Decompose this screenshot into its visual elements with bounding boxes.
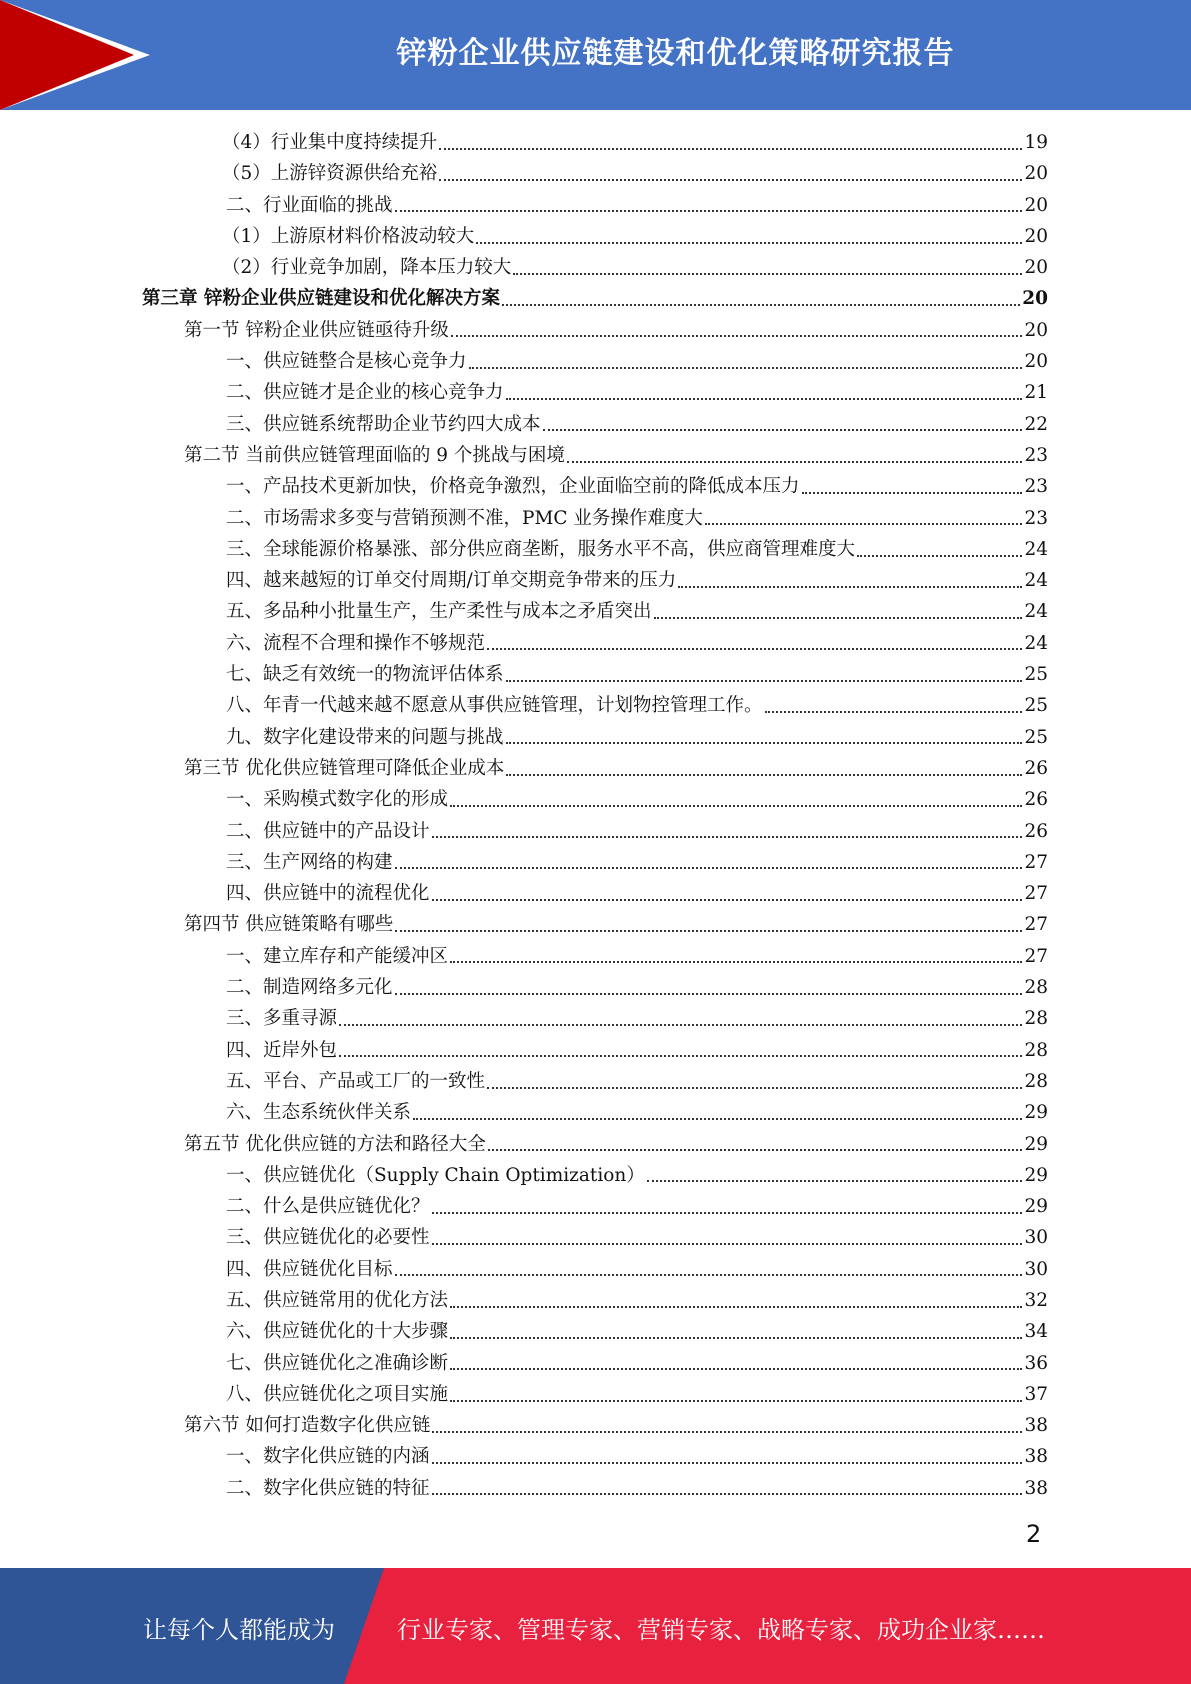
toc-entry[interactable] xyxy=(142,1285,1048,1316)
toc-entry-page: 27 xyxy=(1024,945,1048,967)
toc-entry-page: 27 xyxy=(1024,851,1048,873)
toc-dot-leader xyxy=(432,1243,1023,1245)
toc-dot-leader xyxy=(513,273,1022,275)
toc-entry[interactable] xyxy=(142,1441,1048,1472)
toc-entry-page: 20 xyxy=(1024,194,1048,216)
toc-entry[interactable] xyxy=(142,1348,1048,1379)
toc-entry-page: 27 xyxy=(1024,914,1048,936)
toc-dot-leader xyxy=(395,930,1022,932)
toc-dot-leader xyxy=(567,461,1023,463)
toc-entry[interactable] xyxy=(142,596,1048,627)
toc-entry[interactable] xyxy=(142,1254,1048,1285)
toc-entry-title: 五、平台、产品或工厂的一致性 xyxy=(226,1070,486,1092)
toc-entry[interactable] xyxy=(142,690,1048,721)
toc-entry[interactable] xyxy=(142,628,1048,659)
toc-entry-page: 24 xyxy=(1024,538,1048,560)
toc-dot-leader xyxy=(432,1431,1022,1433)
toc-entry[interactable] xyxy=(142,315,1048,346)
toc-dot-leader xyxy=(450,1368,1022,1370)
toc-entry[interactable] xyxy=(142,878,1048,909)
toc-entry-page: 24 xyxy=(1024,570,1048,592)
toc-entry-title: 五、多品种小批量生产，生产柔性与成本之矛盾突出 xyxy=(226,601,652,623)
toc-entry-page: 20 xyxy=(1024,351,1048,373)
toc-entry-page: 37 xyxy=(1024,1383,1048,1405)
toc-entry-title: 三、多重寻源 xyxy=(226,1008,338,1030)
toc-entry-page: 20 xyxy=(1024,225,1048,247)
footer-slogan-left: 让每个人都能成为 xyxy=(143,1616,335,1644)
toc-entry-title: 二、供应链中的产品设计 xyxy=(226,820,430,842)
toc-entry-page: 28 xyxy=(1024,1070,1048,1092)
toc-entry[interactable] xyxy=(142,1473,1048,1504)
toc-entry-page: 38 xyxy=(1024,1415,1048,1437)
toc-dot-leader xyxy=(502,304,1020,306)
toc-entry[interactable] xyxy=(142,722,1048,753)
toc-entry[interactable] xyxy=(142,503,1048,534)
toc-dot-leader xyxy=(339,1024,1022,1026)
header-arrow-icon xyxy=(0,0,134,110)
toc-entry[interactable] xyxy=(142,158,1048,189)
toc-entry-title: 二、数字化供应链的特征 xyxy=(226,1477,430,1499)
toc-entry-page: 38 xyxy=(1024,1477,1048,1499)
toc-entry-title: 二、制造网络多元化 xyxy=(226,977,393,999)
toc-entry-title: 四、供应链优化目标 xyxy=(226,1258,393,1280)
toc-entry-title: 八、供应链优化之项目实施 xyxy=(226,1383,449,1405)
footer-blue-slant xyxy=(344,1568,384,1684)
toc-dot-leader xyxy=(647,1180,1023,1182)
toc-entry-page: 26 xyxy=(1024,789,1048,811)
toc-entry-title: 一、采购模式数字化的形成 xyxy=(226,789,449,811)
toc-entry-page: 23 xyxy=(1024,476,1048,498)
toc-entry-title: 四、供应链中的流程优化 xyxy=(226,883,430,905)
toc-entry-title: 二、市场需求多变与营销预测不准，PMC 业务操作难度大 xyxy=(226,507,703,529)
toc-entry-title: 二、行业面临的挑战 xyxy=(226,194,393,216)
toc-entry[interactable] xyxy=(142,753,1048,784)
toc-entry-page: 29 xyxy=(1024,1133,1048,1155)
toc-dot-leader xyxy=(451,335,1023,337)
toc-entry-title: 七、供应链优化之准确诊断 xyxy=(226,1352,449,1374)
toc-dot-leader xyxy=(432,1212,1023,1214)
toc-entry-title: 四、越来越短的订单交付周期/订单交期竞争带来的压力 xyxy=(226,570,677,592)
toc-entry-page: 25 xyxy=(1024,695,1048,717)
toc-entry-title: 三、供应链优化的必要性 xyxy=(226,1227,430,1249)
toc-entry-title: 四、近岸外包 xyxy=(226,1039,338,1061)
toc-entry[interactable] xyxy=(142,565,1048,596)
toc-dot-leader xyxy=(506,398,1023,400)
toc-entry[interactable] xyxy=(142,534,1048,565)
toc-entry[interactable] xyxy=(142,1191,1048,1222)
toc-entry[interactable] xyxy=(142,221,1048,252)
toc-entry[interactable] xyxy=(142,909,1048,940)
toc-dot-leader xyxy=(506,680,1023,682)
toc-entry-page: 20 xyxy=(1024,257,1048,279)
toc-entry-page: 27 xyxy=(1024,883,1048,905)
toc-entry-page: 30 xyxy=(1024,1227,1048,1249)
toc-entry-page: 25 xyxy=(1024,664,1048,686)
toc-entry-page: 34 xyxy=(1024,1321,1048,1343)
toc-entry[interactable] xyxy=(142,1066,1048,1097)
toc-entry[interactable] xyxy=(142,1035,1048,1066)
toc-entry-title: （1）上游原材料价格波动较大 xyxy=(222,225,475,247)
toc-entry[interactable] xyxy=(142,190,1048,221)
toc-entry-page: 26 xyxy=(1024,820,1048,842)
toc-entry[interactable] xyxy=(142,377,1048,408)
toc-entry-page: 22 xyxy=(1024,413,1048,435)
toc-dot-leader xyxy=(506,774,1022,776)
toc-entry[interactable] xyxy=(142,1379,1048,1410)
toc-entry[interactable] xyxy=(142,471,1048,502)
toc-entry-title: 一、产品技术更新加快，价格竞争激烈，企业面临空前的降低成本压力 xyxy=(226,476,800,498)
toc-entry-title: 第六节 如何打造数字化供应链 xyxy=(184,1415,431,1437)
toc-entry-title: 第五节 优化供应链的方法和路径大全 xyxy=(184,1133,486,1155)
toc-entry-title: 第三节 优化供应链管理可降低企业成本 xyxy=(184,757,505,779)
toc-dot-leader xyxy=(413,1118,1022,1120)
toc-entry-page: 21 xyxy=(1024,382,1048,404)
toc-entry-title: 三、供应链系统帮助企业节约四大成本 xyxy=(226,413,541,435)
toc-dot-leader xyxy=(432,899,1023,901)
toc-entry-title: （4）行业集中度持续提升 xyxy=(222,132,438,153)
toc-entry-page: 32 xyxy=(1024,1289,1048,1311)
toc-entry[interactable] xyxy=(142,1097,1048,1128)
toc-entry[interactable] xyxy=(142,1410,1048,1441)
toc-entry[interactable] xyxy=(142,1160,1048,1191)
toc-entry-title: 第一节 锌粉企业供应链亟待升级 xyxy=(184,319,449,341)
toc-dot-leader xyxy=(432,1493,1023,1495)
toc-dot-leader xyxy=(487,1087,1022,1089)
toc-entry-title: （5）上游锌资源供给充裕 xyxy=(222,163,438,185)
toc-dot-leader xyxy=(857,555,1022,557)
toc-dot-leader xyxy=(450,1400,1022,1402)
toc-entry-title: 一、供应链整合是核心竞争力 xyxy=(226,351,467,373)
toc-dot-leader xyxy=(395,210,1023,212)
toc-entry[interactable] xyxy=(142,659,1048,690)
toc-entry-title: 二、供应链才是企业的核心竞争力 xyxy=(226,382,504,404)
toc-dot-leader xyxy=(543,429,1023,431)
report-title: 锌粉企业供应链建设和优化策略研究报告 xyxy=(396,36,955,71)
toc-entry[interactable] xyxy=(142,409,1048,440)
toc-dot-leader xyxy=(450,1337,1022,1339)
toc-entry[interactable] xyxy=(142,972,1048,1003)
toc-entry[interactable] xyxy=(142,1222,1048,1253)
toc-entry[interactable] xyxy=(142,784,1048,815)
toc-dot-leader xyxy=(432,1462,1023,1464)
toc-dot-leader xyxy=(395,993,1023,995)
toc-entry-title: 八、年青一代越来越不愿意从事供应链管理，计划物控管理工作。 xyxy=(226,695,763,717)
toc-entry-title: （2）行业竞争加剧，降本压力较大 xyxy=(222,257,512,279)
toc-entry[interactable] xyxy=(142,283,1048,314)
toc-entry-page: 30 xyxy=(1024,1258,1048,1280)
toc-dot-leader xyxy=(487,648,1022,650)
toc-entry-page: 24 xyxy=(1024,601,1048,623)
toc-entry-page: 26 xyxy=(1024,757,1048,779)
toc-entry[interactable] xyxy=(142,1003,1048,1034)
toc-entry[interactable] xyxy=(142,127,1048,158)
toc-dot-leader xyxy=(678,586,1022,588)
toc-entry-title: 第四节 供应链策略有哪些 xyxy=(184,914,394,936)
toc-entry[interactable] xyxy=(142,252,1048,283)
toc-entry[interactable] xyxy=(142,847,1048,878)
toc-entry-page: 38 xyxy=(1024,1446,1048,1468)
toc-dot-leader xyxy=(765,711,1023,713)
toc-dot-leader xyxy=(339,1055,1022,1057)
toc-entry-title: 六、供应链优化的十大步骤 xyxy=(226,1321,449,1343)
page-footer xyxy=(0,1568,1191,1684)
toc-entry[interactable] xyxy=(142,440,1048,471)
toc-dot-leader xyxy=(488,1149,1023,1151)
toc-entry-title: 六、生态系统伙伴关系 xyxy=(226,1102,412,1124)
footer-slogan-right: 行业专家、管理专家、营销专家、战略专家、成功企业家…… xyxy=(397,1616,1045,1644)
toc-dot-leader xyxy=(476,242,1022,244)
toc-entry-title: 三、全球能源价格暴涨、部分供应商垄断，服务水平不高，供应商管理难度大 xyxy=(226,538,856,560)
toc-entry[interactable] xyxy=(142,346,1048,377)
toc-entry[interactable] xyxy=(142,1316,1048,1347)
toc-dot-leader xyxy=(450,805,1022,807)
toc-entry-title: 九、数字化建设带来的问题与挑战 xyxy=(226,726,504,748)
toc-entry-page: 29 xyxy=(1024,1102,1048,1124)
toc-entry-title: 六、流程不合理和操作不够规范 xyxy=(226,632,486,654)
toc-entry-page: 29 xyxy=(1024,1164,1048,1186)
toc-entry-title: 第三章 锌粉企业供应链建设和优化解决方案 xyxy=(142,288,500,310)
toc-entry-title: 二、什么是供应链优化？ xyxy=(226,1196,430,1218)
toc-entry-page: 36 xyxy=(1024,1352,1048,1374)
table-of-contents xyxy=(142,127,1048,1504)
toc-dot-leader xyxy=(439,179,1022,181)
toc-entry-title: 一、供应链优化（Supply Chain Optimization） xyxy=(226,1164,645,1186)
toc-entry-page: 19 xyxy=(1024,132,1048,153)
toc-entry[interactable] xyxy=(142,816,1048,847)
toc-dot-leader xyxy=(395,867,1023,869)
toc-dot-leader xyxy=(450,1306,1022,1308)
toc-entry-title: 七、缺乏有效统一的物流评估体系 xyxy=(226,664,504,686)
toc-entry-page: 20 xyxy=(1024,163,1048,185)
toc-entry-page: 24 xyxy=(1024,632,1048,654)
toc-dot-leader xyxy=(705,523,1023,525)
toc-dot-leader xyxy=(439,148,1022,150)
toc-entry-page: 23 xyxy=(1024,507,1048,529)
toc-dot-leader xyxy=(802,492,1023,494)
toc-entry[interactable] xyxy=(142,1129,1048,1160)
toc-dot-leader xyxy=(469,367,1023,369)
toc-entry-title: 五、供应链常用的优化方法 xyxy=(226,1289,449,1311)
toc-entry-page: 28 xyxy=(1024,1039,1048,1061)
toc-entry-page: 20 xyxy=(1022,288,1048,310)
toc-entry-page: 25 xyxy=(1024,726,1048,748)
toc-entry-page: 28 xyxy=(1024,1008,1048,1030)
toc-entry-page: 23 xyxy=(1024,444,1048,466)
toc-entry-title: 三、生产网络的构建 xyxy=(226,851,393,873)
page-header xyxy=(0,0,1191,110)
toc-entry-title: 第二节 当前供应链管理面临的 9 个挑战与困境 xyxy=(184,444,565,466)
toc-entry-title: 一、建立库存和产能缓冲区 xyxy=(226,945,449,967)
toc-entry-page: 28 xyxy=(1024,977,1048,999)
toc-dot-leader xyxy=(450,961,1022,963)
toc-entry-title: 一、数字化供应链的内涵 xyxy=(226,1446,430,1468)
toc-dot-leader xyxy=(395,1274,1023,1276)
toc-dot-leader xyxy=(432,836,1023,838)
page-number: 2 xyxy=(1026,1520,1042,1548)
toc-dot-leader xyxy=(654,617,1023,619)
toc-dot-leader xyxy=(506,742,1023,744)
toc-entry[interactable] xyxy=(142,941,1048,972)
toc-entry-page: 20 xyxy=(1024,319,1048,341)
toc-entry-page: 29 xyxy=(1024,1196,1048,1218)
